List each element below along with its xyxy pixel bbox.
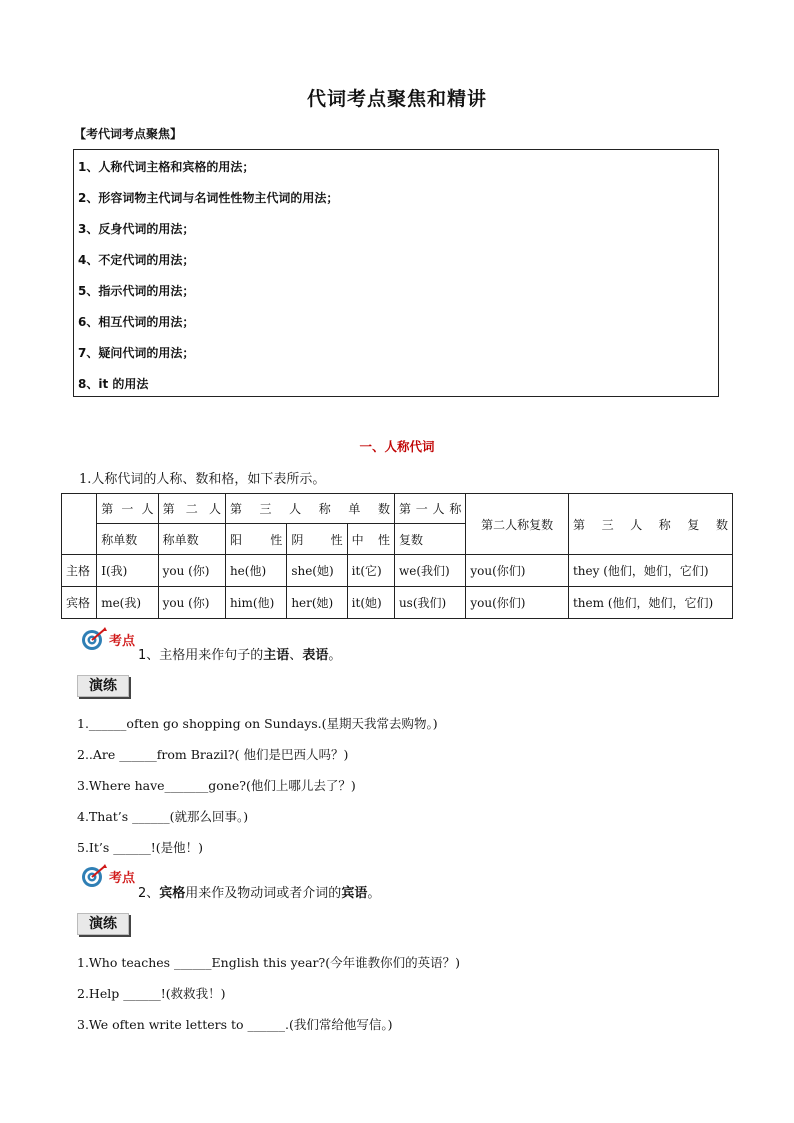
focus-item: 2、形容词物主代词与名词性性物主代词的用法；	[78, 191, 339, 205]
table-cell: he(他)	[225, 555, 286, 587]
focus-section-label: 【考代词考点聚焦】	[74, 127, 183, 141]
focus-item: 5、指示代词的用法；	[78, 284, 195, 298]
header-first-singular: 第一人	[97, 494, 158, 524]
header-neuter: 中 性	[347, 524, 394, 555]
point-2-post: 。	[367, 886, 381, 901]
exercise-item: 5.It’s ______!(是他！)	[77, 840, 204, 855]
table-corner-cell	[62, 494, 97, 555]
table-cell: you(你们)	[466, 555, 569, 587]
table-cell: it(她)	[347, 587, 394, 619]
exercise-item: 1.Who teaches ______English this year?(今年谁教你们的英语？)	[77, 955, 460, 970]
header-masculine: 阳 性	[225, 524, 286, 555]
table-cell: she(她)	[287, 555, 347, 587]
header-third-plural: 第 三 人 称 复 数	[568, 494, 732, 555]
point-1-term-predicative: 表语	[302, 648, 329, 663]
point-2-term-object: 宾语	[341, 886, 368, 901]
point-1-term-subject: 主语	[263, 648, 290, 663]
target-icon	[80, 864, 108, 888]
header-first-plural-2: 复数	[394, 524, 465, 555]
table-cell: you (你)	[158, 555, 225, 587]
focus-item: 1、人称代词主格和宾格的用法；	[78, 160, 255, 174]
table-cell: it(它)	[347, 555, 394, 587]
table-cell: him(他)	[225, 587, 286, 619]
focus-item: 4、不定代词的用法；	[78, 253, 195, 267]
row-label: 主格	[62, 555, 97, 587]
point-1-pre: 1、主格用来作句子的	[138, 648, 264, 663]
pronoun-table	[61, 493, 733, 619]
table-cell: you (你)	[158, 587, 225, 619]
header-second-plural: 第二人称复数	[466, 494, 569, 555]
header-third-singular: 第 三 人 称 单 数	[225, 494, 394, 524]
kaodian-badge	[80, 627, 142, 651]
row-label: 宾格	[62, 587, 97, 619]
exercise-item: 2.Help ______!(救救我！)	[77, 986, 226, 1001]
kaodian-label: 考点	[109, 634, 136, 649]
exercise-item: 4.That’s ______(就那么回事。)	[77, 809, 249, 824]
table-cell: them (他们，她们，它们)	[568, 587, 732, 619]
section-heading: 一、人称代词	[359, 439, 435, 454]
table-cell: you(你们)	[466, 587, 569, 619]
header-second-singular: 第 二 人	[158, 494, 225, 524]
point-2-term-objective: 宾格	[159, 886, 186, 901]
kaodian-badge	[80, 864, 142, 888]
header-second-singular-2: 称单数	[158, 524, 225, 555]
focus-box	[73, 149, 719, 397]
focus-item: 7、疑问代词的用法；	[78, 346, 195, 360]
header-first-singular-2: 称单数	[97, 524, 158, 555]
header-first-plural: 第一人称	[394, 494, 465, 524]
practice-label: 演练	[77, 675, 129, 697]
focus-item: 8、it 的用法	[78, 377, 149, 391]
table-cell: we(我们)	[394, 555, 465, 587]
table-cell: me(我)	[97, 587, 158, 619]
point-1-post: 。	[328, 648, 342, 663]
header-feminine: 阴 性	[287, 524, 347, 555]
exercise-item: 1.______often go shopping on Sundays.(星期天我常去购物。)	[77, 716, 438, 731]
kaodian-label: 考点	[109, 871, 136, 886]
target-icon	[80, 627, 108, 651]
table-row	[62, 555, 733, 587]
table-cell: us(我们)	[394, 587, 465, 619]
table-cell: they (他们，她们，它们)	[568, 555, 732, 587]
page-title: 代词考点聚焦和精讲	[306, 88, 487, 110]
point-1-text	[138, 644, 341, 663]
focus-item: 6、相互代词的用法；	[78, 315, 195, 329]
section-intro: 1.人称代词的人称、数和格，如下表所示。	[79, 472, 326, 487]
table-cell: I(我)	[97, 555, 158, 587]
focus-item: 3、反身代词的用法；	[78, 222, 195, 236]
exercise-item: 3.Where have_______gone?(他们上哪儿去了？)	[77, 778, 356, 793]
point-2-pre: 2、	[138, 886, 160, 901]
exercise-item: 2..Are ______from Brazil?( 他们是巴西人吗？)	[77, 747, 349, 762]
practice-label: 演练	[77, 913, 129, 935]
point-2-text	[138, 882, 380, 901]
point-1-mid: 、	[289, 648, 303, 663]
point-2-mid: 用来作及物动词或者介词的	[185, 886, 342, 901]
table-cell: her(她)	[287, 587, 347, 619]
table-row	[62, 587, 733, 619]
exercise-item: 3.We often write letters to ______.(我们常给他写信。)	[77, 1017, 393, 1032]
